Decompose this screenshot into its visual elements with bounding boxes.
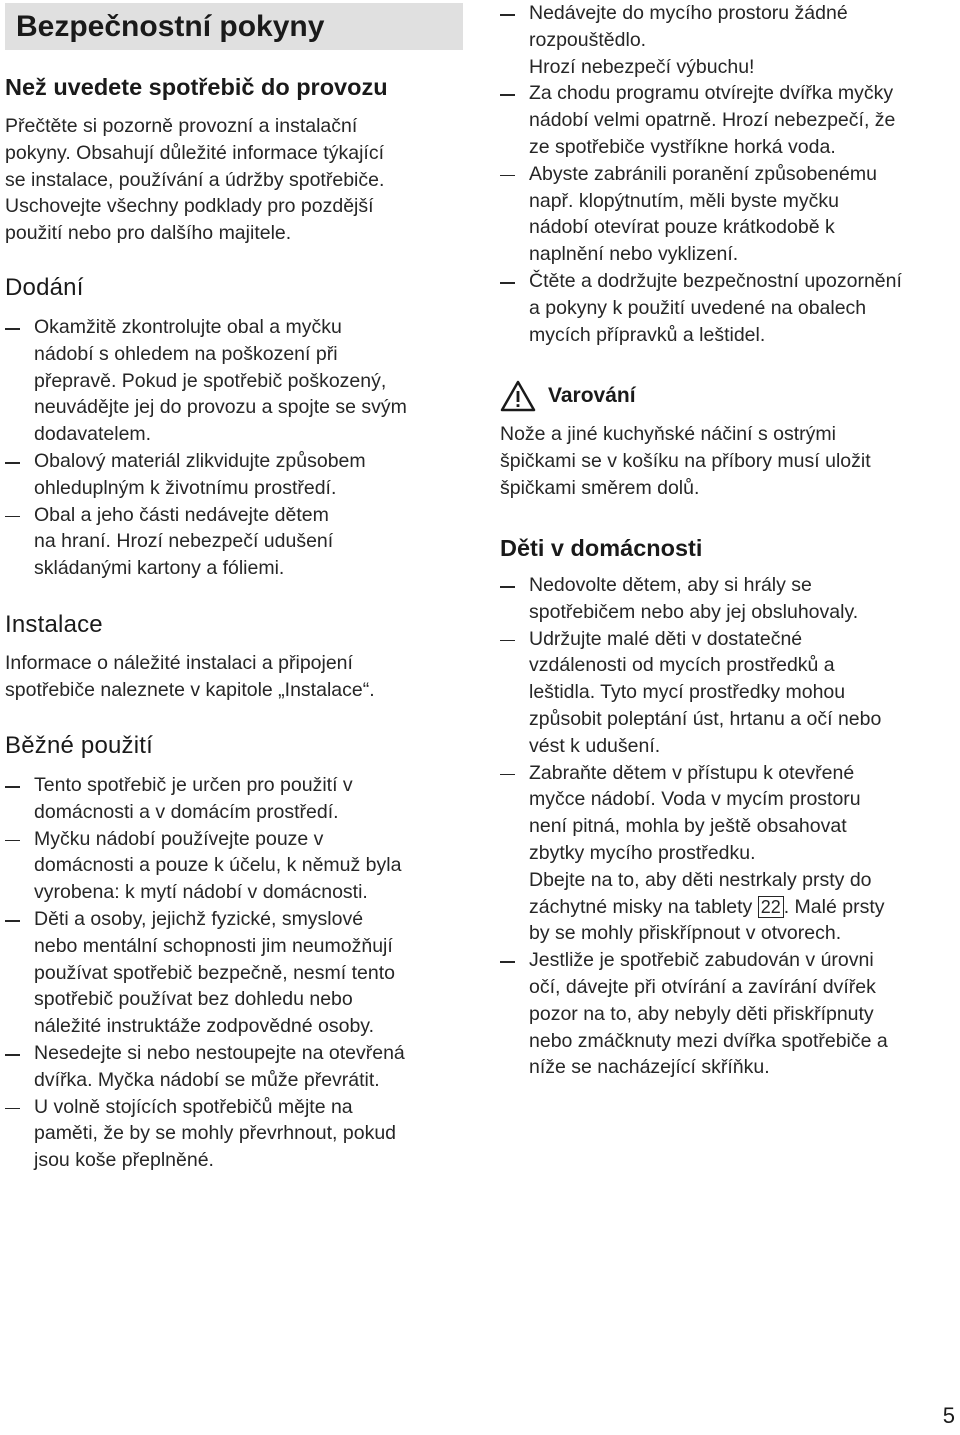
warning-block (500, 380, 958, 501)
text-line: Okamžitě zkontrolujte obal a myčku (34, 316, 342, 338)
section-text (5, 650, 465, 704)
text-line: neuvádějte jej do provozu a spojte se svým (34, 396, 407, 419)
section-installation (5, 610, 465, 704)
text-line: pokyny. Obsahují důležité informace týkající (5, 141, 384, 164)
text-line: Jestliže je spotřebič zabudován v úrovni (529, 949, 874, 972)
list-item (500, 572, 958, 626)
page-title: Bezpečnostní pokyny (16, 10, 325, 43)
text-line: Myčku nádobí používejte pouze v (34, 827, 324, 850)
text-fragment: záchytné misky na tablety (529, 895, 758, 918)
section-heading: Dodání (5, 274, 84, 301)
section-text (5, 113, 465, 247)
text-line: U volně stojících spotřebičů mějte na (34, 1095, 353, 1118)
list-item (500, 161, 958, 268)
text-line: a pokyny k použití uvedené na obalech (529, 296, 867, 319)
text-line: Dbejte na to, aby děti nestrkaly prsty do (529, 868, 872, 891)
text-line: by se mohly přiskřípnout v otvorech. (529, 922, 842, 945)
section-heading: Než uvedete spotřebič do provozu (5, 74, 388, 100)
text-line: Nesedejte si nebo nestoupejte na otevřená (34, 1041, 405, 1064)
text-line: špičkami se v košíku na příbory musí uložit (500, 449, 871, 472)
list-item (5, 448, 465, 502)
text-line: rozpouštědlo. (529, 28, 647, 51)
text-line: naplnění nebo vyklizení. (529, 243, 739, 266)
text-line: Za chodu programu otvírejte dvířka myčky (529, 82, 894, 105)
text-line: spotřebičem nebo aby jej obsluhovaly. (529, 600, 859, 623)
section-children (500, 533, 958, 1081)
text-line: zbytky mycího prostředku. (529, 841, 756, 864)
text-line: nebo mentální schopnosti jim neumožňují (34, 934, 393, 957)
text-line: jsou koše přeplněné. (34, 1149, 214, 1172)
text-line: paměti, že by se mohly převrhnout, pokud (34, 1122, 397, 1145)
section-right-top (500, 0, 958, 348)
text-line: skládanými kartony a fóliemi. (34, 557, 285, 580)
section-heading: Děti v domácnosti (500, 535, 703, 561)
text-line: se instalace, používání a údržby spotřebiče. (5, 168, 385, 191)
text-line: Nedávejte do mycího prostoru žádné (529, 2, 848, 24)
page-number: 5 (942, 1403, 955, 1428)
text-line: myčce nádobí. Voda v mycím prostoru (529, 788, 861, 811)
page-title-bar (5, 3, 463, 50)
text-line: očí, dávejte při otvírání a zavírání dvířek (529, 975, 876, 998)
text-line: pozor na to, aby nebyly děti přiskřípnuty (529, 1002, 874, 1025)
list-item (500, 0, 958, 80)
text-line: Abyste zabránili poranění způsobenému (529, 162, 877, 185)
warning-header (500, 380, 958, 412)
text-line: nádobí s ohledem na poškození při (34, 342, 338, 365)
safety-list (500, 0, 958, 348)
text-line: dvířka. Myčka nádobí se může převrátit. (34, 1068, 380, 1091)
text-line: špičkami směrem dolů. (500, 476, 700, 499)
text-line: Hrozí nebezpečí výbuchu! (529, 55, 755, 78)
text-line: nádobí otevírat pouze krátkodobě k (529, 216, 835, 239)
list-item (5, 826, 465, 906)
list-item (500, 947, 958, 1081)
text-line: Informace o náležité instalaci a připojení (5, 652, 353, 674)
text-line: způsobit poleptání úst, hrtanu a očí nebo (529, 707, 882, 730)
text-line: nádobí velmi opatrně. Hrozí nebezpečí, že (529, 109, 896, 132)
text-line-with-ref (529, 894, 958, 921)
list-item (500, 760, 958, 948)
list-item (5, 906, 465, 1040)
text-line: náležité instruktáže zodpovědné osoby. (34, 1015, 375, 1038)
text-line: Obal a jeho části nedávejte dětem (34, 503, 329, 526)
text-line: ze spotřebiče vystříkne horká voda. (529, 135, 836, 158)
text-line: není pitná, mohla by ještě obsahovat (529, 815, 847, 838)
list-item (5, 1040, 465, 1094)
text-line: vyrobena: k mytí nádobí v domácnosti. (34, 881, 368, 904)
text-line: Nedovolte dětem, aby si hrály se (529, 574, 812, 596)
list-item (5, 314, 465, 448)
text-line: domácnosti a v domácím prostředí. (34, 800, 339, 823)
text-line: Děti a osoby, jejichž fyzické, smyslové (34, 907, 364, 930)
text-line: spotřebiče naleznete v kapitole „Instalace“. (5, 678, 375, 701)
page-reference[interactable]: 22 (758, 896, 784, 918)
section-before-use (5, 72, 465, 247)
text-line: Udržujte malé děti v dostatečné (529, 627, 803, 650)
text-line: Tento spotřebič je určen pro použití v (34, 774, 353, 796)
text-line: používat spotřebič bezpečně, nesmí tento (34, 961, 395, 984)
text-line: na hraní. Hrozí nebezpečí udušení (34, 530, 334, 553)
text-line: Čtěte a dodržujte bezpečnostní upozornění (529, 269, 902, 292)
warning-triangle-icon (500, 380, 536, 412)
children-list (500, 572, 958, 1081)
warning-text (500, 421, 958, 501)
text-line: ohleduplným k životnímu prostředí. (34, 476, 337, 499)
section-normal-use (5, 731, 465, 1174)
text-line: přepravě. Pokud je spotřebič poškozený, (34, 369, 387, 392)
list-item (500, 80, 958, 160)
text-line: Obalový materiál zlikvidujte způsobem (34, 449, 366, 472)
text-line: použití nebo pro dalšího majitele. (5, 222, 292, 245)
text-line: Zabraňte dětem v přístupu k otevřené (529, 761, 855, 784)
delivery-list (5, 314, 465, 582)
text-line: např. klopýtnutím, měli byste myčku (529, 189, 839, 212)
list-item (5, 502, 465, 582)
normal-use-list (5, 772, 465, 1174)
text-line: vést k udušení. (529, 734, 661, 757)
text-line: Uschovejte všechny podklady pro pozdější (5, 195, 374, 218)
text-line: dodavatelem. (34, 423, 152, 446)
text-line: nebo zmáčknuty mezi dvířka spotřebiče a (529, 1029, 888, 1052)
section-heading: Běžné použití (5, 732, 154, 759)
list-item (500, 626, 958, 760)
text-line: Přečtěte si pozorně provozní a instalační (5, 115, 358, 137)
warning-label: Varování (548, 384, 636, 407)
text-fragment: . Malé prsty (783, 895, 885, 918)
text-line: mycích přípravků a leštidel. (529, 323, 766, 346)
text-line: Nože a jiné kuchyňské náčiní s ostrými (500, 423, 836, 445)
text-line: leštidla. Tyto mycí prostředky mohou (529, 681, 846, 704)
text-line: domácnosti a pouze k účelu, k němuž byla (34, 854, 402, 877)
section-delivery (5, 273, 465, 582)
text-line: spotřebič používat bez dohledu nebo (34, 988, 353, 1011)
text-line: vzdálenosti od mycích prostředků a (529, 654, 835, 677)
text-line: níže se nacházející skříňku. (529, 1056, 770, 1079)
list-item (500, 268, 958, 348)
list-item (5, 1094, 465, 1174)
section-heading: Instalace (5, 611, 103, 638)
list-item (5, 772, 465, 826)
